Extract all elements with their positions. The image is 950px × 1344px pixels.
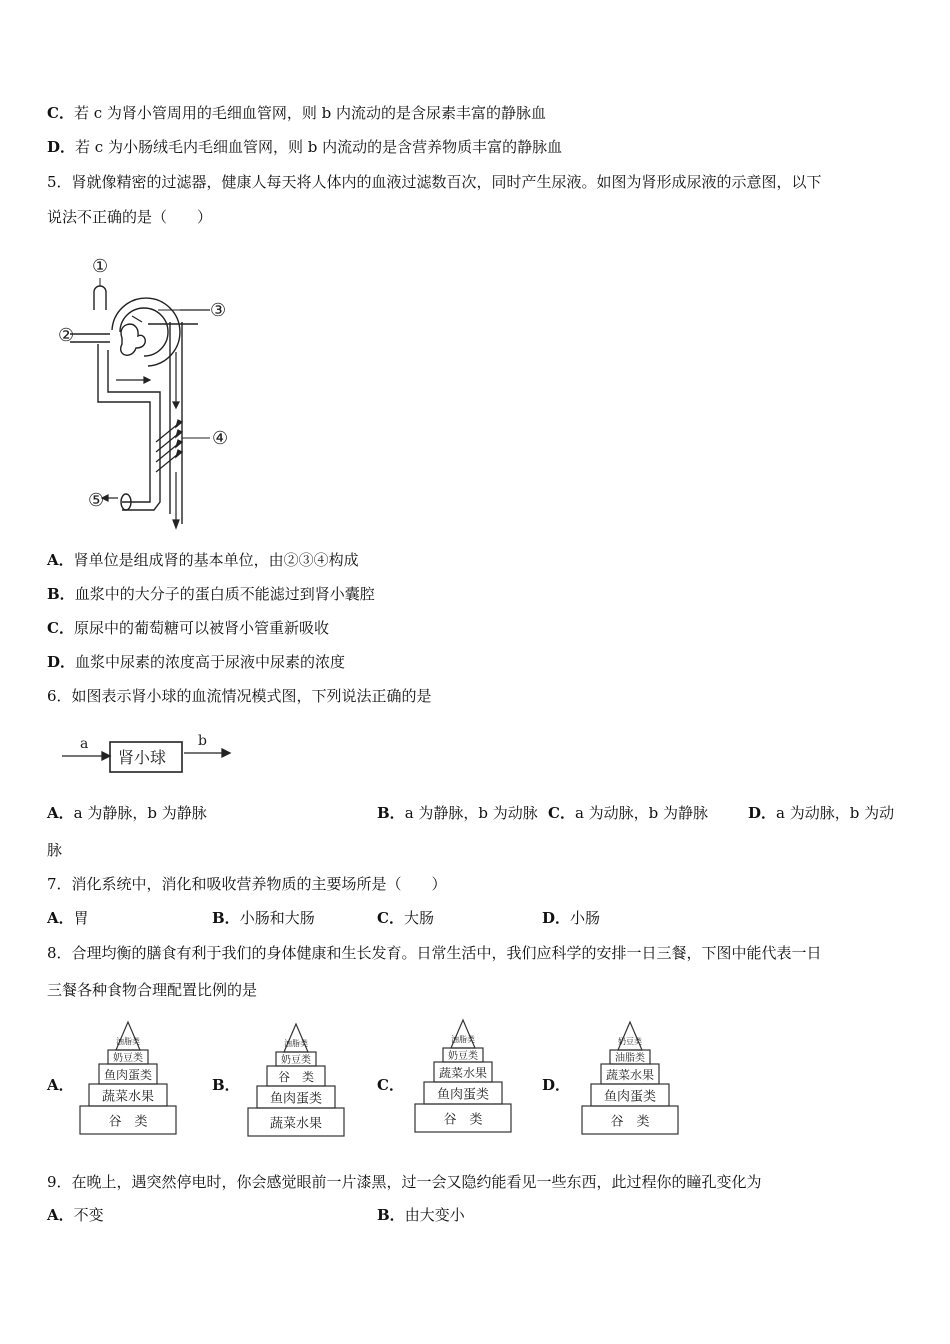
option-label: A． (47, 804, 74, 822)
q6-option-b (377, 803, 538, 823)
q7-stem: 7．消化系统中，消化和吸收营养物质的主要场所是（ ） (47, 875, 447, 893)
option-label: A． (47, 1206, 74, 1224)
q9-option-b (377, 1205, 465, 1225)
pyramid-tier-label: 蔬菜水果 (269, 1116, 323, 1132)
q4-option-d (47, 137, 562, 157)
nephron-label-3: ③ (210, 300, 227, 321)
kidney-nephron-figure (50, 252, 240, 534)
pyramid-tier-label: 鱼肉蛋类 (269, 1091, 323, 1107)
q8-option-c-label: C． (377, 1076, 404, 1094)
food-pyramid-d (580, 1020, 680, 1136)
glomerulus-flow-figure (58, 732, 238, 776)
pyramid-tier-label: 谷 类 (108, 1114, 148, 1130)
q5-option-d (47, 652, 345, 672)
q7-option-b (212, 908, 315, 928)
option-text: 原尿中的葡萄糖可以被肾小管重新吸收 (73, 619, 329, 637)
q6-option-a (47, 803, 207, 823)
food-pyramid-b (246, 1022, 346, 1138)
option-text: a 为动脉，b 为静脉 (574, 804, 709, 822)
option-text: 大肠 (403, 909, 434, 927)
option-text: 血浆中的大分子的蛋白质不能滤过到肾小囊腔 (74, 585, 375, 603)
option-text: 若 c 为小肠绒毛内毛细血管网，则 b 内流动的是含营养物质丰富的静脉血 (75, 138, 563, 156)
option-label: B． (212, 909, 240, 927)
pyramid-tier-label: 奶豆类 (448, 1051, 478, 1062)
option-label: D． (47, 138, 76, 156)
q9-option-a (47, 1205, 104, 1225)
q8-option-b-label: B． (212, 1076, 240, 1094)
pyramid-tier-label: 油脂类 (284, 1039, 308, 1048)
option-label: D． (542, 909, 571, 927)
pyramid-tier-label: 油脂类 (116, 1037, 140, 1046)
q5-option-a (47, 550, 359, 570)
q5-option-b (47, 584, 375, 604)
option-text: 小肠和大肠 (239, 909, 315, 927)
option-text: 小肠 (570, 909, 601, 927)
option-label: C． (47, 619, 74, 637)
option-text: 胃 (73, 909, 89, 927)
flow-box-label: 肾小球 (118, 748, 167, 767)
option-label: C． (47, 104, 74, 122)
pyramid-tier-label: 鱼肉蛋类 (603, 1089, 657, 1105)
option-text: 若 c 为肾小管周用的毛细血管网，则 b 内流动的是含尿素丰富的静脉血 (73, 104, 547, 122)
pyramid-tier-label: 鱼肉蛋类 (436, 1087, 490, 1103)
option-label: C． (548, 804, 575, 822)
option-label: D． (748, 804, 777, 822)
q6-option-d (748, 803, 894, 823)
option-label: B． (377, 804, 405, 822)
option-text: a 为动脉，b 为动 (776, 804, 895, 822)
option-label: D． (47, 653, 76, 671)
food-pyramid-a (78, 1020, 178, 1136)
q8-option-d-label: D． (542, 1076, 571, 1094)
q7-option-d (542, 908, 600, 928)
pyramid-tier-label: 油脂类 (615, 1053, 645, 1064)
pyramid-tier-label: 蔬菜水果 (101, 1089, 155, 1105)
pyramid-tier-label: 奶豆类 (618, 1037, 642, 1046)
nephron-label-4: ④ (212, 428, 229, 449)
q8-stem-line2: 三餐各种食物合理配置比例的是 (47, 981, 258, 999)
q5-option-c (47, 618, 329, 638)
pyramid-tier-label: 谷 类 (610, 1114, 650, 1130)
q8-stem-line1: 8．合理均衡的膳食有利于我们的身体健康和生长发育。日常生活中，我们应科学的安排一日三餐，下图中能代表一日 (47, 944, 822, 962)
option-text: 不变 (73, 1206, 104, 1224)
option-label: A． (47, 909, 74, 927)
flow-in-label: a (80, 736, 89, 752)
option-label: B． (47, 585, 75, 603)
option-label: B． (377, 1206, 405, 1224)
pyramid-tier-label: 谷 类 (443, 1112, 483, 1128)
pyramid-tier-label: 奶豆类 (113, 1053, 143, 1064)
pyramid-tier-label: 鱼肉蛋类 (103, 1068, 153, 1082)
nephron-label-2: ② (58, 325, 75, 346)
pyramid-tier-label: 油脂类 (451, 1035, 475, 1044)
flow-out-label: b (198, 733, 207, 749)
option-text: 血浆中尿素的浓度高于尿液中尿素的浓度 (75, 653, 346, 671)
q7-option-c (377, 908, 434, 928)
option-text: a 为静脉，b 为静脉 (73, 804, 207, 822)
option-text: 肾单位是组成肾的基本单位，由②③④构成 (73, 551, 359, 569)
option-label: C． (377, 909, 404, 927)
option-label: A． (47, 551, 74, 569)
nephron-label-1: ① (92, 256, 109, 277)
q8-option-a-label: A． (47, 1076, 74, 1094)
q6-option-c (548, 803, 708, 823)
nephron-label-5: ⑤ (88, 490, 105, 511)
food-pyramid-c (413, 1018, 513, 1134)
q6-stem: 6．如图表示肾小球的血流情况模式图，下列说法正确的是 (47, 687, 432, 705)
q5-stem-line1: 5．肾就像精密的过滤器，健康人每天将人体内的血液过滤数百次，同时产生尿液。如图为肾形成尿液的示意图，以下 (47, 173, 822, 191)
q9-stem: 9．在晚上，遇突然停电时，你会感觉眼前一片漆黑，过一会又隐约能看见一些东西，此过程你的瞳孔变化为 (47, 1173, 762, 1191)
pyramid-tier-label: 谷 类 (277, 1070, 315, 1084)
q4-option-c (47, 103, 546, 123)
pyramid-tier-label: 蔬菜水果 (438, 1066, 488, 1080)
option-text: 由大变小 (404, 1206, 465, 1224)
q7-option-a (47, 908, 89, 928)
q5-stem-line2: 说法不正确的是（ ） (47, 208, 213, 226)
option-text: a 为静脉，b 为动脉 (404, 804, 538, 822)
pyramid-tier-label: 蔬菜水果 (605, 1068, 655, 1082)
q6-option-d-wrap: 脉 (47, 841, 63, 859)
pyramid-tier-label: 奶豆类 (281, 1055, 311, 1066)
